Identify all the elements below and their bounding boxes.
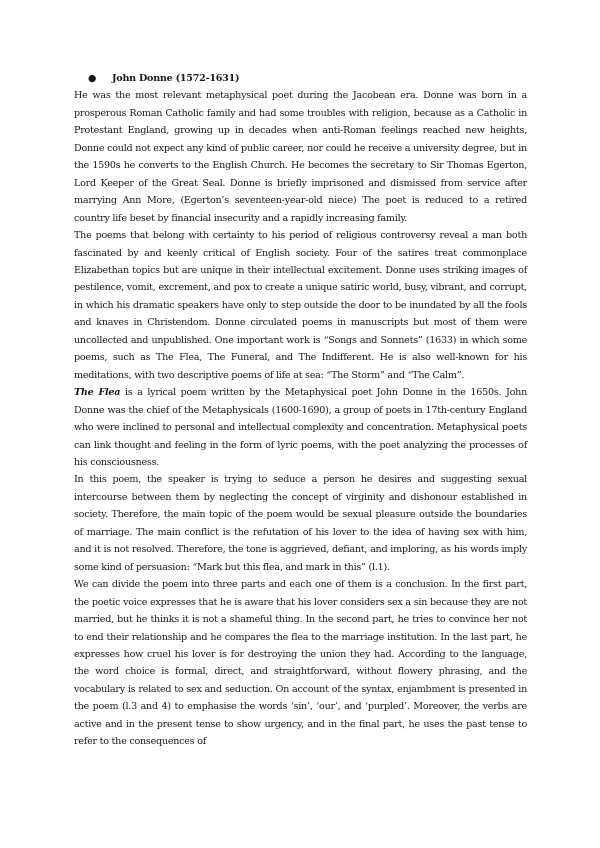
paragraph-text: The poems that belong with certainty to his period of religious controversy reveal a man both fascinated by and keenly critical of English society. Four of the satires treat commonplace Elizabethan topics but are unique in their intellectual excitement. Donne uses striking images of pestilence, vomit, excrement, and pox to create a unique satiric world, busy, vibrant, and corrupt, in which his dramatic speakers have only to step outside the door to be inundated by all the fools and knaves in Christendom. Donne circulated poems in manuscripts but most of them were uncollected and unpublished. One important work is “Songs and Sonnets” (1633) in which some poems, such as The Flea, The Funeral, and The Indifferent. He is also well-known for his meditations, with two descriptive poems of life at sea: “The Storm” and “The Calm”. (74, 230, 527, 381)
paragraph-text: is a lyrical poem written by the Metaphysical poet John Donne in the 1650s. John Donne was the chief of the Metaphysicals (1600-1690), a group of poets in 17th-century England who were inclined to personal and intellectual complexity and concentration. Metaphysical poets can link thought and feeling in the form of lyric poems, with the poet analyzing the processes of his consciousness. (74, 387, 527, 468)
document-body (74, 70, 527, 751)
heading-text: John Donne (1572-1631) (112, 73, 240, 84)
paragraph-biography (74, 87, 527, 227)
paragraph-text: In this poem, the speaker is trying to seduce a person he desires and suggesting sexual intercourse between them by neglecting the concept of virginity and dishonour established in society. Therefore, the main topic of the poem would be sexual pleasure outside the boundaries of marriage. The main conflict is the refutation of his lover to the idea of having sex with him, and it is not resolved. Therefore, the tone is aggrieved, defiant, and imploring, as his words imply some kind of persuasion: “Mark but this flea, and mark in this” (l.1). (74, 474, 527, 573)
paragraph-text: He was the most relevant metaphysical poet during the Jacobean era. Donne was born in a prosperous Roman Catholic family and had some troubles with religion, because as a Catholic in Protestant England, growing up in decades when anti-Roman feelings reached new heights, Donne could not expect any kind of public career, nor could he receive a university degree, but in the 1590s he converts to the English Church. He becomes the secretary to Sir Thomas Egerton, Lord Keeper of the Great Seal. Donne is briefly imprisoned and dismissed from service after marrying Ann More, (Egerton’s seventeen-year-old niece) The poet is reduced to a retired country life beset by financial insecurity and a rapidly increasing family. (74, 90, 527, 224)
paragraph-text: We can divide the poem into three parts and each one of them is a conclusion. In the first part, the poetic voice expresses that he is aware that his lover considers sex a sin because they are not married, but he thinks it is not a shameful thing. In the second part, he tries to convince her not to end their relationship and he compares the flea to the marriage institution. In the last part, he expresses how cruel his lover is for destroying the union they had. According to the language, the word choice is formal, direct, and straightforward, without flowery phrasing, and the vocabulary is related to sex and seduction. On account of the syntax, enjambment is presented in the poem (l.3 and 4) to emphasise the words ‘sin’, ‘our’, and ‘purpled’. Moreover, the verbs are active and in the present tense to show urgency, and in the final part, he uses the past tense to refer to the consequences of (74, 579, 527, 748)
paragraph-poem-structure (74, 576, 527, 751)
paragraph-religious-controversy (74, 227, 527, 384)
section-heading (74, 70, 527, 87)
bullet-icon: ● (88, 73, 97, 84)
poem-title: The Flea (74, 387, 121, 399)
paragraph-the-flea (74, 384, 527, 471)
paragraph-poem-topic (74, 471, 527, 576)
